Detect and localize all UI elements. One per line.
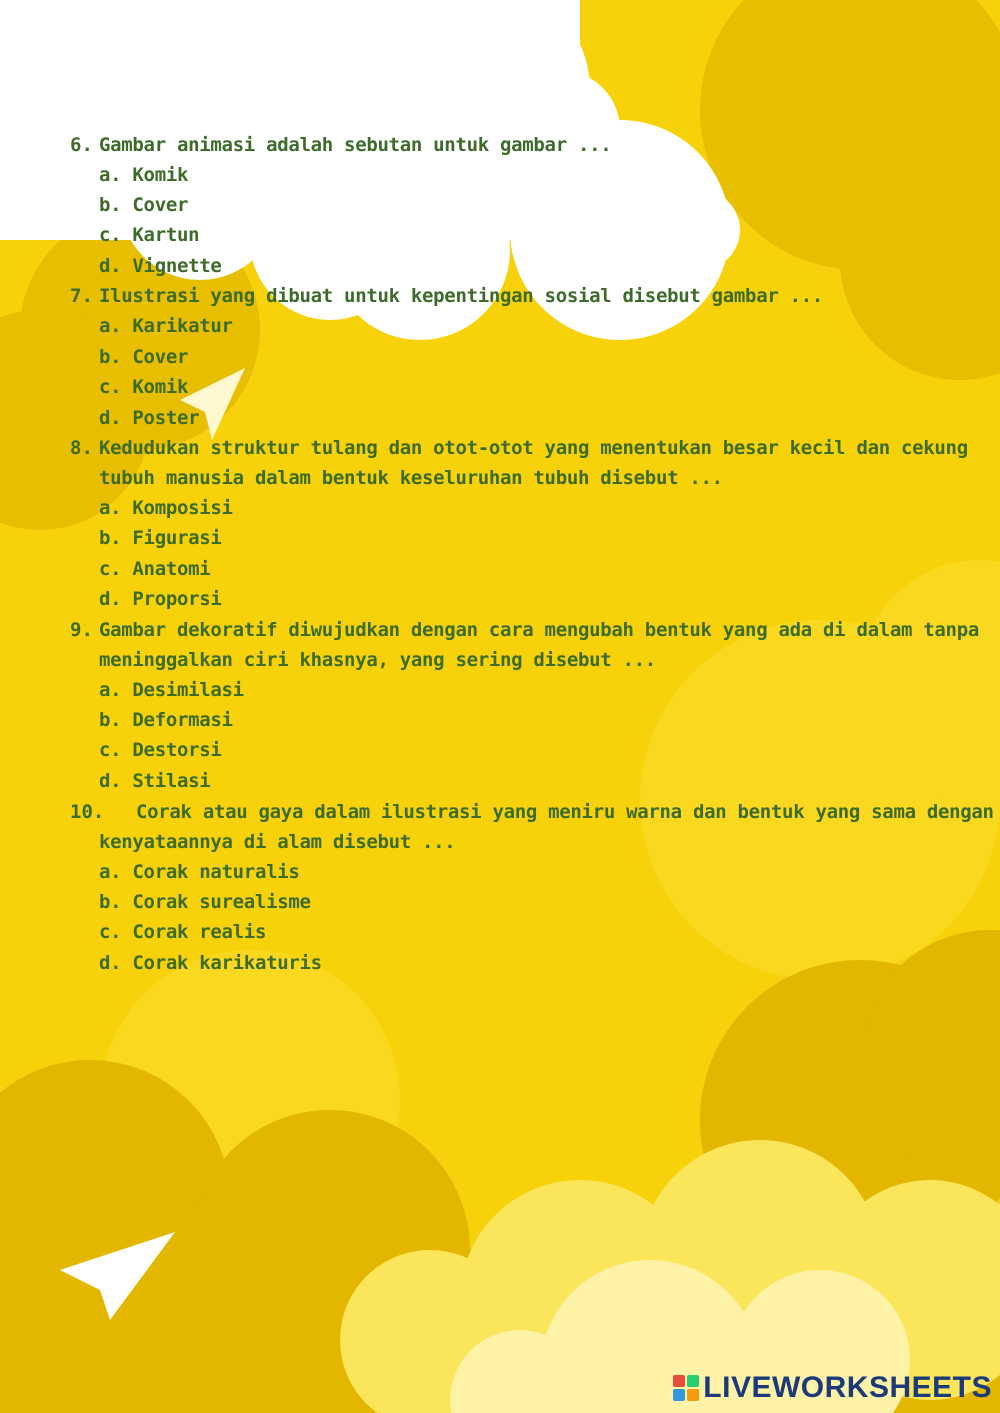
option-b[interactable]: b. Deformasi (99, 709, 233, 731)
question-number: 9. (70, 619, 93, 641)
question-text-line-1: Corak atau gaya dalam ilustrasi yang meniru warna dan bentuk yang sama dengan (136, 801, 994, 823)
liveworksheets-logo-icon (673, 1375, 699, 1401)
option-d[interactable]: d. Proporsi (99, 588, 222, 610)
question-text: Gambar animasi adalah sebutan untuk gambar ... (99, 134, 612, 156)
option-a[interactable]: a. Komposisi (99, 497, 233, 519)
option-c[interactable]: c. Corak realis (99, 921, 267, 943)
question-text-line-2: meninggalkan ciri khasnya, yang sering disebut ... (99, 649, 656, 671)
logo-text: LIVEWORKSHEETS (703, 1371, 992, 1404)
liveworksheets-logo[interactable] (673, 1371, 992, 1405)
option-d[interactable]: d. Corak karikaturis (99, 952, 322, 974)
question-text-line-1: Gambar dekoratif diwujudkan dengan cara mengubah bentuk yang ada di dalam tanpa (99, 619, 979, 641)
option-d[interactable]: d. Vignette (99, 255, 222, 277)
question-text-line-2: kenyataannya di alam disebut ... (99, 831, 456, 853)
option-b[interactable]: b. Corak surealisme (99, 891, 311, 913)
option-c[interactable]: c. Destorsi (99, 739, 222, 761)
question-text-line-1: Kedudukan struktur tulang dan otot-otot yang menentukan besar kecil dan cekung (99, 437, 968, 459)
question-number: 6. (70, 134, 93, 156)
question-number: 10. (70, 801, 105, 823)
option-a[interactable]: a. Karikatur (99, 315, 233, 337)
option-a[interactable]: a. Komik (99, 164, 189, 186)
question-text: Ilustrasi yang dibuat untuk kepentingan sosial disebut gambar ... (99, 285, 824, 307)
question-number: 7. (70, 285, 93, 307)
option-a[interactable]: a. Corak naturalis (99, 861, 300, 883)
question-text-line-2: tubuh manusia dalam bentuk keseluruhan tubuh disebut ... (99, 467, 723, 489)
option-d[interactable]: d. Poster (99, 407, 200, 429)
question-number: 8. (70, 437, 93, 459)
option-c[interactable]: c. Anatomi (99, 558, 211, 580)
option-c[interactable]: c. Komik (99, 376, 189, 398)
option-d[interactable]: d. Stilasi (99, 770, 211, 792)
option-c[interactable]: c. Kartun (99, 224, 200, 246)
option-a[interactable]: a. Desimilasi (99, 679, 244, 701)
option-b[interactable]: b. Cover (99, 346, 189, 368)
option-b[interactable]: b. Figurasi (99, 527, 222, 549)
option-b[interactable]: b. Cover (99, 194, 189, 216)
